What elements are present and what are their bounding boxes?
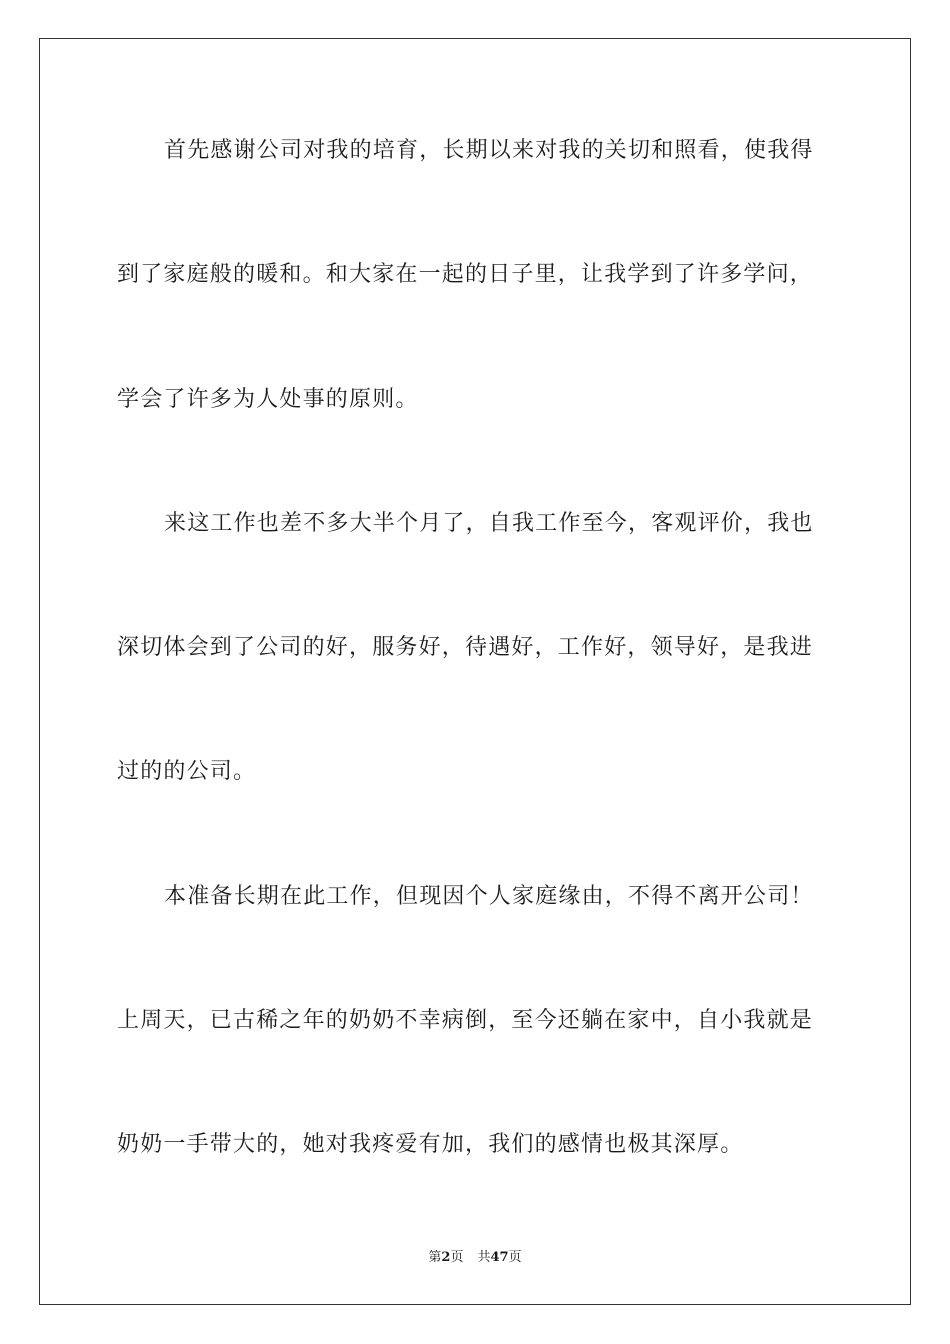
paragraph-1-line-3: 学会了许多为人处事的原则。 bbox=[117, 387, 419, 412]
paragraph-1-line-1: 首先感谢公司对我的培育，长期以来对我的关切和照看，使我得 bbox=[164, 138, 814, 163]
paragraph-3-line-3: 奶奶一手带大的，她对我疼爱有加，我们的感情也极其深厚。 bbox=[117, 1132, 744, 1157]
paragraph-3-line-2: 上周天，已古稀之年的奶奶不幸病倒，至今还躺在家中，自小我就是 bbox=[117, 1008, 814, 1033]
total-pages-number: 47 bbox=[490, 1250, 509, 1265]
paragraph-2-line-1: 来这工作也差不多大半个月了，自我工作至今，客观评价，我也 bbox=[164, 511, 814, 536]
page-number-suffix: 页 bbox=[450, 1250, 464, 1265]
total-pages-prefix: 共 bbox=[477, 1250, 491, 1265]
total-pages-suffix: 页 bbox=[508, 1250, 522, 1265]
paragraph-2-line-3: 过的的公司。 bbox=[117, 759, 257, 784]
page-border bbox=[39, 38, 911, 1305]
page-number-prefix: 第 bbox=[428, 1250, 442, 1265]
page-footer bbox=[0, 1250, 950, 1266]
current-page-number: 2 bbox=[441, 1250, 451, 1265]
paragraph-1-line-2: 到了家庭般的暖和。和大家在一起的日子里，让我学到了许多学问， bbox=[117, 262, 814, 287]
paragraph-3-line-1: 本准备长期在此工作，但现因个人家庭缘由，不得不离开公司！ bbox=[164, 884, 814, 909]
paragraph-2-line-2: 深切体会到了公司的好，服务好，待遇好，工作好，领导好，是我进 bbox=[117, 635, 814, 660]
